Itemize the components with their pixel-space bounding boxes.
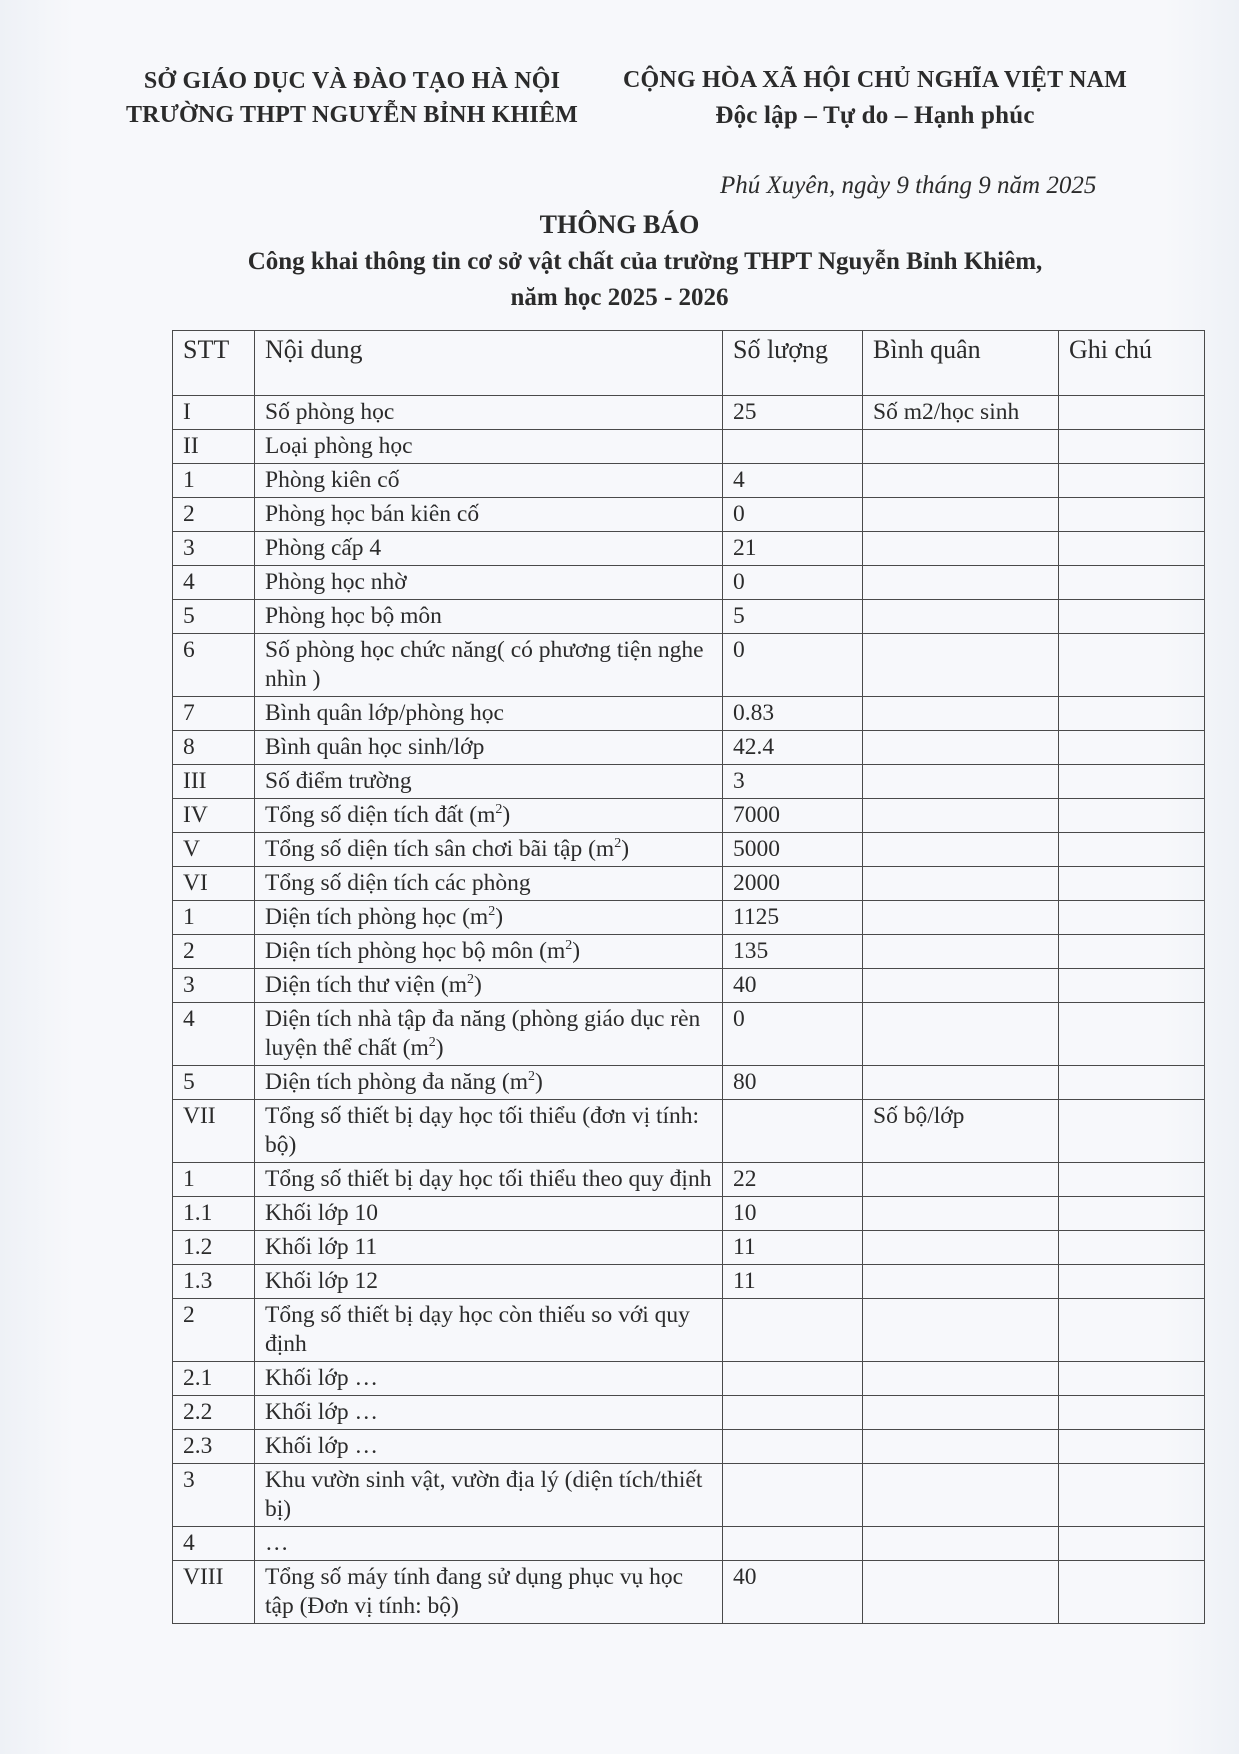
cell-quantity xyxy=(723,1430,863,1464)
department-name: SỞ GIÁO DỤC VÀ ĐÀO TẠO HÀ NỘI xyxy=(143,68,561,94)
issuing-authority xyxy=(112,64,592,132)
cell-content xyxy=(255,464,723,498)
content-text: Số phòng học xyxy=(265,399,395,425)
table-row xyxy=(173,1100,1205,1163)
cell-stt: 1.3 xyxy=(173,1265,255,1299)
cell-note xyxy=(1059,1430,1205,1464)
cell-stt: 1 xyxy=(173,464,255,498)
cell-content xyxy=(255,1163,723,1197)
cell-average xyxy=(863,1430,1059,1464)
cell-average xyxy=(863,1197,1059,1231)
content-text: Tổng số diện tích các phòng xyxy=(265,870,531,896)
cell-content xyxy=(255,969,723,1003)
cell-note xyxy=(1059,1561,1205,1624)
cell-content xyxy=(255,799,723,833)
cell-average: Số bộ/lớp xyxy=(863,1100,1059,1163)
table-row xyxy=(173,1430,1205,1464)
cell-quantity: 0 xyxy=(723,634,863,697)
cell-note xyxy=(1059,1197,1205,1231)
cell-quantity xyxy=(723,1527,863,1561)
cell-content xyxy=(255,532,723,566)
cell-stt: 4 xyxy=(173,1527,255,1561)
cell-quantity xyxy=(723,1464,863,1527)
cell-stt: 4 xyxy=(173,1003,255,1066)
cell-note xyxy=(1059,1066,1205,1100)
unit-superscript: 2 xyxy=(428,1035,436,1051)
content-text: Phòng kiên cố xyxy=(265,467,400,493)
cell-note xyxy=(1059,498,1205,532)
header-content: Nội dung xyxy=(255,331,723,396)
cell-content xyxy=(255,765,723,799)
cell-average xyxy=(863,464,1059,498)
cell-average: Số m2/học sinh xyxy=(863,396,1059,430)
cell-content xyxy=(255,430,723,464)
cell-stt: 2.3 xyxy=(173,1430,255,1464)
cell-average xyxy=(863,1362,1059,1396)
table-row xyxy=(173,1362,1205,1396)
cell-stt: VII xyxy=(173,1100,255,1163)
cell-stt: 3 xyxy=(173,1464,255,1527)
content-suffix: ) xyxy=(495,904,504,930)
cell-stt: VI xyxy=(173,867,255,901)
unit-superscript: 2 xyxy=(528,1069,536,1085)
content-text: Phòng học bộ môn xyxy=(265,603,442,629)
cell-average xyxy=(863,1396,1059,1430)
school-name: TRƯỜNG THPT NGUYỄN BỈNH KHIÊM xyxy=(125,102,579,128)
cell-average xyxy=(863,430,1059,464)
content-text: Khối lớp … xyxy=(265,1399,378,1425)
cell-quantity: 2000 xyxy=(723,867,863,901)
content-text: … xyxy=(265,1530,289,1556)
cell-average xyxy=(863,566,1059,600)
cell-content xyxy=(255,1231,723,1265)
cell-note xyxy=(1059,765,1205,799)
date-line: Phú Xuyên, ngày 9 tháng 9 năm 2025 xyxy=(720,172,1097,199)
cell-content xyxy=(255,1100,723,1163)
cell-content xyxy=(255,634,723,697)
cell-average xyxy=(863,498,1059,532)
cell-quantity: 40 xyxy=(723,969,863,1003)
cell-quantity xyxy=(723,1396,863,1430)
cell-note xyxy=(1059,1003,1205,1066)
unit-superscript: 2 xyxy=(495,802,503,818)
cell-note xyxy=(1059,1265,1205,1299)
table-row xyxy=(173,430,1205,464)
cell-average xyxy=(863,697,1059,731)
cell-stt: 2.2 xyxy=(173,1396,255,1430)
cell-note xyxy=(1059,1299,1205,1362)
school-year: năm học 2025 - 2026 xyxy=(510,284,729,311)
cell-average xyxy=(863,969,1059,1003)
table-row xyxy=(173,600,1205,634)
cell-stt: 6 xyxy=(173,634,255,697)
cell-content xyxy=(255,731,723,765)
cell-content xyxy=(255,1299,723,1362)
header-note: Ghi chú xyxy=(1059,331,1205,396)
cell-stt: 5 xyxy=(173,600,255,634)
table-row xyxy=(173,901,1205,935)
cell-average xyxy=(863,731,1059,765)
table-row xyxy=(173,1003,1205,1066)
cell-average xyxy=(863,600,1059,634)
table-row xyxy=(173,532,1205,566)
table-row xyxy=(173,566,1205,600)
table-row xyxy=(173,731,1205,765)
cell-average xyxy=(863,765,1059,799)
cell-quantity: 11 xyxy=(723,1231,863,1265)
cell-stt: 1.1 xyxy=(173,1197,255,1231)
table-row xyxy=(173,1299,1205,1362)
table-row xyxy=(173,498,1205,532)
cell-quantity: 80 xyxy=(723,1066,863,1100)
cell-quantity: 5 xyxy=(723,600,863,634)
cell-note xyxy=(1059,1396,1205,1430)
table-header-row xyxy=(173,331,1205,396)
cell-note xyxy=(1059,935,1205,969)
country-name: CỘNG HÒA XÃ HỘI CHỦ NGHĨA VIỆT NAM xyxy=(623,67,1127,93)
unit-superscript: 2 xyxy=(467,972,474,988)
cell-content xyxy=(255,697,723,731)
cell-quantity: 3 xyxy=(723,765,863,799)
table-row xyxy=(173,969,1205,1003)
national-motto-block xyxy=(610,62,1140,134)
cell-stt: 2 xyxy=(173,498,255,532)
cell-quantity: 0 xyxy=(723,566,863,600)
cell-note xyxy=(1059,464,1205,498)
cell-content xyxy=(255,1527,723,1561)
cell-quantity: 40 xyxy=(723,1561,863,1624)
cell-note xyxy=(1059,1464,1205,1527)
cell-note xyxy=(1059,634,1205,697)
content-suffix: ) xyxy=(572,938,581,964)
content-suffix: ) xyxy=(502,802,511,828)
cell-content xyxy=(255,1464,723,1527)
cell-quantity xyxy=(723,1100,863,1163)
cell-quantity: 4 xyxy=(723,464,863,498)
cell-stt: V xyxy=(173,833,255,867)
cell-average xyxy=(863,1066,1059,1100)
cell-quantity: 22 xyxy=(723,1163,863,1197)
cell-quantity: 0 xyxy=(723,1003,863,1066)
content-text: Khối lớp … xyxy=(265,1433,378,1459)
table-row xyxy=(173,1231,1205,1265)
cell-average xyxy=(863,634,1059,697)
cell-stt: 1 xyxy=(173,1163,255,1197)
cell-note xyxy=(1059,1231,1205,1265)
cell-note xyxy=(1059,833,1205,867)
cell-note xyxy=(1059,1163,1205,1197)
cell-note xyxy=(1059,969,1205,1003)
content-text: Loại phòng học xyxy=(265,433,413,459)
cell-stt: 2 xyxy=(173,1299,255,1362)
cell-content xyxy=(255,833,723,867)
content-text: Khối lớp 12 xyxy=(265,1268,378,1294)
national-motto: Độc lập – Tự do – Hạnh phúc xyxy=(715,102,1035,129)
content-text: Diện tích thư viện (m xyxy=(265,972,467,998)
cell-note xyxy=(1059,799,1205,833)
cell-stt: 4 xyxy=(173,566,255,600)
table-row xyxy=(173,799,1205,833)
cell-average xyxy=(863,1231,1059,1265)
table-row xyxy=(173,1561,1205,1624)
content-text: Diện tích phòng đa năng (m xyxy=(265,1069,529,1095)
cell-content xyxy=(255,867,723,901)
unit-superscript: 2 xyxy=(565,938,573,954)
cell-content xyxy=(255,1003,723,1066)
cell-stt: 5 xyxy=(173,1066,255,1100)
content-text: Tổng số thiết bị dạy học tối thiểu (đơn vị tính: bộ) xyxy=(265,1103,700,1158)
cell-note xyxy=(1059,1362,1205,1396)
cell-note xyxy=(1059,1100,1205,1163)
cell-quantity: 135 xyxy=(723,935,863,969)
cell-note xyxy=(1059,430,1205,464)
cell-quantity: 5000 xyxy=(723,833,863,867)
cell-quantity xyxy=(723,1362,863,1396)
cell-content xyxy=(255,935,723,969)
cell-average xyxy=(863,1561,1059,1624)
content-text: Diện tích phòng học bộ môn (m xyxy=(265,938,566,964)
content-text: Khối lớp 11 xyxy=(265,1234,378,1260)
cell-stt: 3 xyxy=(173,532,255,566)
cell-stt: 7 xyxy=(173,697,255,731)
content-text: Bình quân học sinh/lớp xyxy=(265,734,485,760)
table-row xyxy=(173,1066,1205,1100)
cell-quantity: 21 xyxy=(723,532,863,566)
cell-content xyxy=(255,396,723,430)
cell-stt: 1.2 xyxy=(173,1231,255,1265)
content-text: Tổng số máy tính đang sử dụng phục vụ học tập (Đơn vị tính: bộ) xyxy=(265,1564,684,1619)
table-row xyxy=(173,1265,1205,1299)
cell-average xyxy=(863,867,1059,901)
cell-stt: 2 xyxy=(173,935,255,969)
table-row xyxy=(173,1163,1205,1197)
content-suffix: ) xyxy=(621,836,630,862)
cell-average xyxy=(863,1003,1059,1066)
content-suffix: ) xyxy=(474,972,482,998)
cell-average xyxy=(863,901,1059,935)
content-text: Tổng số diện tích đất (m xyxy=(265,802,496,828)
cell-content xyxy=(255,1396,723,1430)
content-text: Diện tích phòng học (m xyxy=(265,904,489,930)
cell-note xyxy=(1059,396,1205,430)
document-subtitle: Công khai thông tin cơ sở vật chất của trường THPT Nguyễn Bỉnh Khiêm, xyxy=(247,248,1043,275)
header-average: Bình quân xyxy=(863,331,1059,396)
content-text: Số điểm trường xyxy=(265,768,412,794)
cell-average xyxy=(863,1464,1059,1527)
content-text: Tổng số diện tích sân chơi bãi tập (m xyxy=(265,836,615,862)
cell-note xyxy=(1059,1527,1205,1561)
cell-average xyxy=(863,1265,1059,1299)
cell-average xyxy=(863,833,1059,867)
header-stt: STT xyxy=(173,331,255,396)
table-row xyxy=(173,634,1205,697)
cell-stt: 3 xyxy=(173,969,255,1003)
cell-note xyxy=(1059,867,1205,901)
header-quantity: Số lượng xyxy=(723,331,863,396)
table-row xyxy=(173,935,1205,969)
cell-quantity: 42.4 xyxy=(723,731,863,765)
cell-content xyxy=(255,1430,723,1464)
content-text: Tổng số thiết bị dạy học còn thiếu so với quy định xyxy=(265,1302,690,1357)
cell-average xyxy=(863,1299,1059,1362)
cell-quantity: 0.83 xyxy=(723,697,863,731)
table-row xyxy=(173,1464,1205,1527)
content-text: Khối lớp 10 xyxy=(265,1200,378,1226)
cell-content xyxy=(255,1197,723,1231)
cell-quantity: 11 xyxy=(723,1265,863,1299)
table-row xyxy=(173,396,1205,430)
table-row xyxy=(173,1197,1205,1231)
cell-note xyxy=(1059,532,1205,566)
cell-quantity xyxy=(723,430,863,464)
table-row xyxy=(173,867,1205,901)
cell-content xyxy=(255,600,723,634)
cell-content xyxy=(255,901,723,935)
cell-stt: III xyxy=(173,765,255,799)
content-suffix: ) xyxy=(535,1069,543,1095)
cell-content xyxy=(255,566,723,600)
content-text: Diện tích nhà tập đa năng (phòng giáo dục rèn luyện thể chất (m xyxy=(265,1006,701,1061)
cell-average xyxy=(863,935,1059,969)
cell-content xyxy=(255,498,723,532)
table-row xyxy=(173,464,1205,498)
cell-quantity: 7000 xyxy=(723,799,863,833)
table-row xyxy=(173,697,1205,731)
cell-stt: 1 xyxy=(173,901,255,935)
cell-average xyxy=(863,1163,1059,1197)
cell-note xyxy=(1059,566,1205,600)
cell-quantity: 0 xyxy=(723,498,863,532)
cell-content xyxy=(255,1561,723,1624)
cell-stt: IV xyxy=(173,799,255,833)
unit-superscript: 2 xyxy=(614,836,622,852)
cell-average xyxy=(863,532,1059,566)
content-text: Khối lớp … xyxy=(265,1365,378,1391)
unit-superscript: 2 xyxy=(488,904,496,920)
table-row xyxy=(173,1527,1205,1561)
content-suffix: ) xyxy=(435,1035,444,1061)
cell-average xyxy=(863,799,1059,833)
content-text: Bình quân lớp/phòng học xyxy=(265,700,504,726)
facilities-table xyxy=(172,330,1205,1624)
cell-quantity: 10 xyxy=(723,1197,863,1231)
content-text: Khu vườn sinh vật, vườn địa lý (diện tích/thiết bị) xyxy=(265,1467,703,1522)
content-text: Phòng học bán kiên cố xyxy=(265,501,480,527)
content-text: Số phòng học chức năng( có phương tiện nghe nhìn ) xyxy=(265,637,704,692)
table-row xyxy=(173,833,1205,867)
cell-stt: VIII xyxy=(173,1561,255,1624)
cell-average xyxy=(863,1527,1059,1561)
content-text: Tổng số thiết bị dạy học tối thiểu theo quy định xyxy=(265,1166,712,1192)
cell-stt: I xyxy=(173,396,255,430)
content-text: Phòng học nhờ xyxy=(265,569,407,595)
table-row xyxy=(173,1396,1205,1430)
content-text: Phòng cấp 4 xyxy=(265,535,382,561)
cell-stt: 2.1 xyxy=(173,1362,255,1396)
table-row xyxy=(173,765,1205,799)
cell-content xyxy=(255,1362,723,1396)
cell-note xyxy=(1059,697,1205,731)
cell-note xyxy=(1059,901,1205,935)
cell-stt: II xyxy=(173,430,255,464)
cell-note xyxy=(1059,600,1205,634)
cell-note xyxy=(1059,731,1205,765)
cell-quantity: 25 xyxy=(723,396,863,430)
cell-content xyxy=(255,1265,723,1299)
cell-content xyxy=(255,1066,723,1100)
document-title: THÔNG BÁO xyxy=(539,210,700,239)
cell-stt: 8 xyxy=(173,731,255,765)
cell-quantity: 1125 xyxy=(723,901,863,935)
cell-quantity xyxy=(723,1299,863,1362)
